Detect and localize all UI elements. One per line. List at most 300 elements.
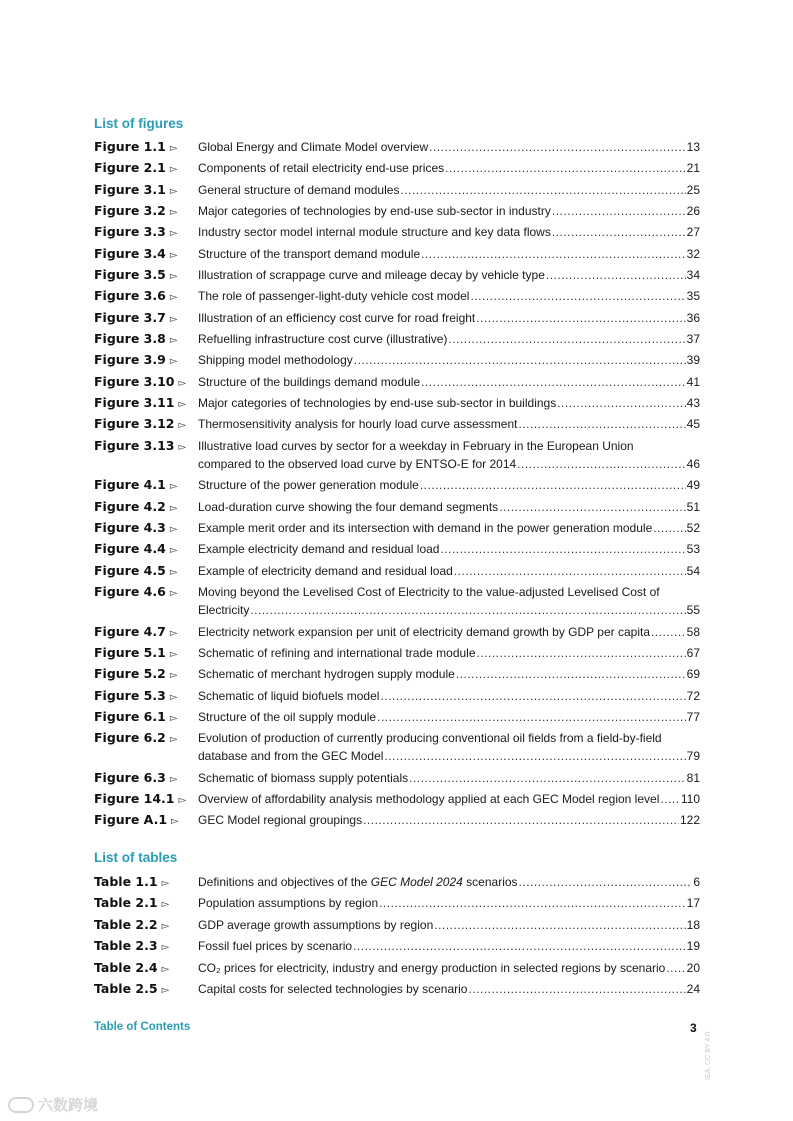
figure-page-number: 26 <box>686 204 700 219</box>
triangle-pointer-icon: ▻ <box>169 648 178 660</box>
figure-page-number: 67 <box>686 645 700 660</box>
dot-leader <box>379 894 686 912</box>
figure-title-line <box>198 351 700 369</box>
figure-entry[interactable] <box>94 373 700 391</box>
figure-page-number: 34 <box>686 268 700 283</box>
figure-title: Global Energy and Climate Model overview <box>198 140 429 154</box>
table-title-italic: GEC Model 2024 <box>370 875 463 889</box>
figure-title: Components of retail electricity end-use prices <box>198 161 445 176</box>
table-number: Table 2.1 <box>94 895 158 911</box>
figure-title-line <box>198 708 700 726</box>
figure-page-number: 43 <box>686 396 700 411</box>
figure-page-number: 52 <box>686 521 700 535</box>
table-number: Table 2.2 <box>94 916 158 932</box>
figure-entry[interactable] <box>94 540 700 558</box>
figure-title-line <box>198 687 700 705</box>
dot-leader <box>468 980 685 998</box>
figure-title: General structure of demand modules <box>198 182 400 197</box>
triangle-pointer-icon: ▻ <box>169 292 178 304</box>
table-label <box>94 873 169 893</box>
triangle-pointer-icon: ▻ <box>169 712 178 724</box>
figure-number: Figure 4.2 <box>94 498 166 514</box>
triangle-pointer-icon: ▻ <box>178 377 187 389</box>
figure-title: The role of passenger-light-duty vehicle cost model <box>198 289 470 304</box>
figure-entry[interactable] <box>94 266 700 284</box>
figure-title: Schematic of merchant hydrogen supply module <box>198 667 455 682</box>
triangle-pointer-icon: ▻ <box>161 920 170 932</box>
triangle-pointer-icon: ▻ <box>169 356 178 368</box>
figure-title: Illustration of an efficiency cost curve for road freight <box>198 310 476 325</box>
figure-title: Schematic of biomass supply potentials <box>198 770 409 785</box>
triangle-pointer-icon: ▻ <box>169 670 178 682</box>
figure-page-number: 58 <box>686 624 700 639</box>
figure-label <box>94 159 178 179</box>
figure-entry[interactable] <box>94 769 700 787</box>
dot-leader <box>440 540 685 558</box>
figure-number: Figure 3.11 <box>94 395 175 411</box>
figure-title-line <box>198 540 700 558</box>
figure-title: Illustrative load curves by sector for a weekday in February in the European Union <box>198 438 634 453</box>
figure-entry[interactable] <box>94 138 700 156</box>
figure-title: Example of electricity demand and residual load <box>198 563 453 578</box>
table-label <box>94 894 169 914</box>
dot-leader <box>384 747 685 765</box>
figure-page-number: 110 <box>680 792 700 807</box>
triangle-pointer-icon: ▻ <box>169 185 178 197</box>
figure-entry[interactable] <box>94 790 700 808</box>
figure-title-line <box>198 665 700 683</box>
figure-entry[interactable] <box>94 811 700 829</box>
figure-entry[interactable] <box>94 202 700 220</box>
dot-leader <box>421 245 686 263</box>
triangle-pointer-icon: ▻ <box>169 691 178 703</box>
dot-leader <box>250 601 685 619</box>
table-title: Definitions and objectives of the GEC Model 2024 scenarios <box>198 875 518 889</box>
table-entry[interactable] <box>94 873 700 891</box>
dot-leader <box>552 202 686 220</box>
figure-page-number: 13 <box>686 140 700 154</box>
figure-label <box>94 266 178 286</box>
figure-entry[interactable] <box>94 394 700 412</box>
table-title-line <box>198 959 700 977</box>
figure-label <box>94 415 186 435</box>
figure-entry[interactable] <box>94 351 700 369</box>
dot-leader <box>660 790 679 808</box>
figure-number: Figure 5.3 <box>94 687 166 703</box>
figure-number: Figure 14.1 <box>94 791 175 807</box>
figure-number: Figure 4.3 <box>94 520 166 535</box>
figure-entry[interactable] <box>94 330 700 348</box>
figure-label <box>94 498 178 518</box>
figure-entry[interactable] <box>94 665 700 683</box>
figure-title-line <box>198 245 700 263</box>
figure-title-line <box>198 747 700 765</box>
figure-page-number: 36 <box>686 310 700 325</box>
table-title-line <box>198 894 700 912</box>
figure-entry[interactable] <box>94 309 700 327</box>
triangle-pointer-icon: ▻ <box>178 441 187 453</box>
footer-section-link[interactable]: Table of Contents <box>94 1021 191 1033</box>
figure-entry[interactable] <box>94 159 700 177</box>
figure-page-number: 53 <box>686 542 700 557</box>
figure-page-number: 77 <box>686 709 700 724</box>
table-number: Table 2.5 <box>94 980 158 996</box>
triangle-pointer-icon: ▻ <box>161 878 170 889</box>
figure-label <box>94 583 178 603</box>
dot-leader <box>519 873 693 891</box>
figure-label <box>94 138 178 158</box>
table-page-number: 17 <box>686 896 700 911</box>
figure-label <box>94 181 178 201</box>
figure-page-number: 69 <box>686 667 700 682</box>
triangle-pointer-icon: ▻ <box>169 481 178 493</box>
figure-title: Schematic of refining and international trade module <box>198 645 476 660</box>
figure-label <box>94 309 178 329</box>
figure-title-line <box>198 811 700 829</box>
table-number: Table 2.3 <box>94 938 158 954</box>
figure-entry[interactable] <box>94 498 700 516</box>
figure-entry[interactable] <box>94 287 700 305</box>
dot-leader <box>470 287 685 305</box>
table-label <box>94 916 169 936</box>
dot-leader <box>552 223 686 241</box>
figure-number: Figure 3.13 <box>94 437 175 453</box>
table-title-line <box>198 873 700 891</box>
figure-page-number: 72 <box>686 688 700 703</box>
dot-leader <box>653 519 685 537</box>
table-label <box>94 980 169 1000</box>
dot-leader <box>546 266 686 284</box>
figure-number: Figure 3.3 <box>94 224 166 240</box>
figure-page-number: 79 <box>686 749 700 764</box>
figure-number: Figure 2.1 <box>94 160 166 176</box>
table-title: Capital costs for selected technologies by scenario <box>198 981 468 996</box>
triangle-pointer-icon: ▻ <box>169 143 178 154</box>
figure-title-line <box>198 562 700 580</box>
figure-title-line <box>198 437 700 455</box>
figure-number: Figure 3.5 <box>94 267 166 283</box>
figure-page-number: 54 <box>686 563 700 578</box>
table-label <box>94 937 169 957</box>
figure-title: compared to the observed load curve by ENTSO-E for 2014 <box>198 456 517 471</box>
figure-title-line <box>198 138 700 156</box>
table-entry[interactable] <box>94 894 700 912</box>
figure-number: Figure 3.8 <box>94 331 166 347</box>
table-title-line <box>198 916 700 934</box>
table-entry[interactable] <box>94 980 700 998</box>
figure-entry[interactable] <box>94 415 700 433</box>
dot-leader <box>421 373 686 391</box>
figure-title: Structure of the transport demand module <box>198 246 421 261</box>
triangle-pointer-icon: ▻ <box>169 566 178 578</box>
figure-entry[interactable] <box>94 623 700 641</box>
triangle-pointer-icon: ▻ <box>171 816 179 828</box>
tables-heading: List of tables <box>94 850 178 865</box>
figure-page-number: 21 <box>686 161 700 176</box>
figure-number: Figure A.1 <box>94 812 168 828</box>
figure-number: Figure 3.7 <box>94 309 166 325</box>
license-text: IEA. CC BY 4.0. <box>705 1029 712 1080</box>
dot-leader <box>651 623 686 641</box>
figure-number: Figure 4.7 <box>94 623 166 639</box>
figure-title-line <box>198 583 700 601</box>
figure-page-number: 32 <box>686 246 700 261</box>
figure-label <box>94 665 178 685</box>
watermark-text: 六数跨境 <box>38 1097 99 1114</box>
figure-title-line <box>198 790 700 808</box>
figures-list <box>94 138 700 833</box>
figure-page-number: 55 <box>686 603 700 618</box>
table-page-number: 24 <box>686 981 700 996</box>
table-page-number: 18 <box>686 917 700 932</box>
figure-title-line <box>198 455 700 473</box>
table-page-number: 20 <box>686 960 700 975</box>
figure-label <box>94 437 186 457</box>
figure-title-line <box>198 498 700 516</box>
figure-title: Schematic of liquid biofuels model <box>198 688 380 703</box>
figure-title: Evolution of production of currently producing conventional oil fields from a field-by-field <box>198 731 662 746</box>
figure-entry[interactable] <box>94 687 700 705</box>
figure-title-line <box>198 202 700 220</box>
triangle-pointer-icon: ▻ <box>178 420 187 432</box>
figure-page-number: 25 <box>686 182 700 197</box>
triangle-pointer-icon: ▻ <box>169 313 178 325</box>
dot-leader <box>429 138 686 156</box>
figure-title: Shipping model methodology <box>198 353 353 368</box>
triangle-pointer-icon: ▻ <box>161 963 170 975</box>
figure-title: Industry sector model internal module structure and key data flows <box>198 225 551 240</box>
figure-label <box>94 562 178 582</box>
figure-entry[interactable] <box>94 245 700 263</box>
figure-title-line <box>198 223 700 241</box>
figure-label <box>94 287 178 307</box>
figure-label <box>94 202 178 222</box>
figure-title: Example electricity demand and residual load <box>198 542 440 557</box>
figure-entry[interactable] <box>94 519 700 537</box>
dot-leader <box>666 959 685 977</box>
figure-title-line <box>198 623 700 641</box>
figure-label <box>94 623 178 643</box>
figure-page-number: 41 <box>686 374 700 389</box>
figure-title-line <box>198 373 700 391</box>
figure-label <box>94 708 178 728</box>
triangle-pointer-icon: ▻ <box>169 228 178 240</box>
figure-title: Electricity <box>198 603 250 618</box>
figure-entry[interactable] <box>94 223 700 241</box>
triangle-pointer-icon: ▻ <box>169 502 178 514</box>
triangle-pointer-icon: ▻ <box>169 164 178 176</box>
figure-number: Figure 3.12 <box>94 416 175 432</box>
figure-title-line <box>198 309 700 327</box>
dot-leader <box>456 665 686 683</box>
dot-leader <box>354 351 686 369</box>
figure-entry[interactable] <box>94 437 700 473</box>
dot-leader <box>380 687 685 705</box>
dot-leader <box>499 498 685 516</box>
figure-label <box>94 223 178 243</box>
figure-number: Figure 3.2 <box>94 203 166 219</box>
table-page-number: 19 <box>686 939 700 954</box>
figure-title-line <box>198 476 700 494</box>
figure-page-number: 46 <box>686 456 700 471</box>
figure-label <box>94 519 178 539</box>
watermark <box>8 1094 98 1115</box>
figure-entry[interactable] <box>94 708 700 726</box>
dot-leader <box>557 394 685 412</box>
triangle-pointer-icon: ▻ <box>169 734 178 746</box>
dot-leader <box>448 330 685 348</box>
dot-leader <box>409 769 686 787</box>
table-page-number: 6 <box>693 875 700 889</box>
figure-label <box>94 330 178 350</box>
figure-number: Figure 3.1 <box>94 181 166 197</box>
figure-label <box>94 790 186 810</box>
dot-leader <box>420 476 686 494</box>
dot-leader <box>434 916 685 934</box>
figure-title-line <box>198 519 700 537</box>
dot-leader <box>517 455 685 473</box>
figure-entry[interactable] <box>94 476 700 494</box>
figure-title: Illustration of scrappage curve and mileage decay by vehicle type <box>198 268 545 283</box>
triangle-pointer-icon: ▻ <box>178 795 187 807</box>
figure-number: Figure 6.2 <box>94 730 166 746</box>
figure-title-line <box>198 729 700 747</box>
figure-title: GEC Model regional groupings <box>198 813 363 828</box>
triangle-pointer-icon: ▻ <box>169 271 178 283</box>
triangle-pointer-icon: ▻ <box>161 984 170 996</box>
dot-leader <box>400 181 685 199</box>
figure-entry[interactable] <box>94 562 700 580</box>
figure-number: Figure 3.9 <box>94 352 166 368</box>
figures-heading: List of figures <box>94 116 184 131</box>
figure-number: Figure 3.10 <box>94 373 175 389</box>
figure-title-line <box>198 287 700 305</box>
figure-label <box>94 540 178 560</box>
triangle-pointer-icon: ▻ <box>161 942 170 954</box>
figure-page-number: 122 <box>679 813 700 828</box>
figure-title-line <box>198 159 700 177</box>
table-number: Table 2.4 <box>94 959 158 975</box>
figure-number: Figure 4.6 <box>94 584 166 600</box>
table-title-line <box>198 937 700 955</box>
figure-number: Figure 6.3 <box>94 769 166 785</box>
page-number: 3 <box>690 1021 697 1035</box>
triangle-pointer-icon: ▻ <box>169 249 178 261</box>
figure-title: Load-duration curve showing the four demand segments <box>198 499 499 514</box>
figure-title: Thermosensitivity analysis for hourly load curve assessment <box>198 417 518 432</box>
table-title: CO₂ prices for electricity, industry and energy production in selected regions by scenario <box>198 960 666 975</box>
table-number: Table 1.1 <box>94 874 158 889</box>
dot-leader <box>518 415 685 433</box>
figure-label <box>94 769 178 789</box>
figure-title: Example merit order and its intersection with demand in the power generation module <box>198 521 653 535</box>
figure-entry[interactable] <box>94 729 700 765</box>
figure-number: Figure 5.1 <box>94 644 166 660</box>
figure-number: Figure 4.4 <box>94 541 166 557</box>
figure-title-line <box>198 769 700 787</box>
table-title: Population assumptions by region <box>198 896 379 911</box>
figure-title: Electricity network expansion per unit of electricity demand growth by GDP per capita <box>198 624 650 639</box>
table-title-line <box>198 980 700 998</box>
dot-leader <box>377 708 686 726</box>
table-entry[interactable] <box>94 916 700 934</box>
figure-title-line <box>198 644 700 662</box>
dot-leader <box>476 309 685 327</box>
triangle-pointer-icon: ▻ <box>169 773 178 785</box>
table-entry[interactable] <box>94 959 700 977</box>
triangle-pointer-icon: ▻ <box>169 524 178 535</box>
figure-number: Figure 6.1 <box>94 708 166 724</box>
figure-title-line <box>198 601 700 619</box>
figure-page-number: 45 <box>686 417 700 432</box>
figure-title: Structure of the buildings demand module <box>198 374 421 389</box>
tables-list <box>94 873 700 1001</box>
figure-number: Figure 3.4 <box>94 245 166 261</box>
figure-label <box>94 351 178 371</box>
figure-title-line <box>198 266 700 284</box>
figure-label <box>94 476 178 496</box>
triangle-pointer-icon: ▻ <box>169 545 178 557</box>
figure-label <box>94 394 186 414</box>
figure-number: Figure 4.5 <box>94 562 166 578</box>
figure-title: Structure of the power generation module <box>198 478 419 493</box>
figure-page-number: 49 <box>686 478 700 493</box>
table-entry[interactable] <box>94 937 700 955</box>
triangle-pointer-icon: ▻ <box>169 207 178 219</box>
figure-title-line <box>198 415 700 433</box>
figure-entry[interactable] <box>94 583 700 619</box>
triangle-pointer-icon: ▻ <box>161 899 170 911</box>
figure-number: Figure 3.6 <box>94 288 166 304</box>
table-label <box>94 959 169 979</box>
figure-title: Refuelling infrastructure cost curve (illustrative) <box>198 332 448 347</box>
figure-label <box>94 373 186 393</box>
figure-label <box>94 245 178 265</box>
figure-label <box>94 811 179 831</box>
dot-leader <box>454 562 686 580</box>
figure-entry[interactable] <box>94 181 700 199</box>
figure-title: database and from the GEC Model <box>198 749 384 764</box>
figure-title: Major categories of technologies by end-use sub-sector in buildings <box>198 396 557 411</box>
figure-page-number: 37 <box>686 332 700 347</box>
triangle-pointer-icon: ▻ <box>169 588 178 600</box>
figure-number: Figure 5.2 <box>94 666 166 682</box>
triangle-pointer-icon: ▻ <box>169 627 178 639</box>
dot-leader <box>445 159 686 177</box>
figure-title-line <box>198 394 700 412</box>
figure-title: Moving beyond the Levelised Cost of Electricity to the value-adjusted Levelised Cost of <box>198 585 660 600</box>
figure-page-number: 81 <box>686 770 700 785</box>
table-title: Fossil fuel prices by scenario <box>198 939 353 954</box>
dot-leader <box>363 811 679 829</box>
figure-label <box>94 687 178 707</box>
figure-entry[interactable] <box>94 644 700 662</box>
figure-number: Figure 4.1 <box>94 477 166 493</box>
dot-leader <box>477 644 686 662</box>
figure-title: Structure of the oil supply module <box>198 709 377 724</box>
table-title: GDP average growth assumptions by region <box>198 917 434 932</box>
figure-number: Figure 1.1 <box>94 139 166 154</box>
figure-page-number: 35 <box>686 289 700 304</box>
figure-page-number: 27 <box>686 225 700 240</box>
figure-page-number: 39 <box>686 353 700 368</box>
figure-label <box>94 729 178 749</box>
figure-title-line <box>198 330 700 348</box>
figure-label <box>94 644 178 664</box>
triangle-pointer-icon: ▻ <box>169 335 178 347</box>
figure-page-number: 51 <box>686 499 700 514</box>
figure-title: Overview of affordability analysis methodology applied at each GEC Model region level <box>198 792 660 807</box>
